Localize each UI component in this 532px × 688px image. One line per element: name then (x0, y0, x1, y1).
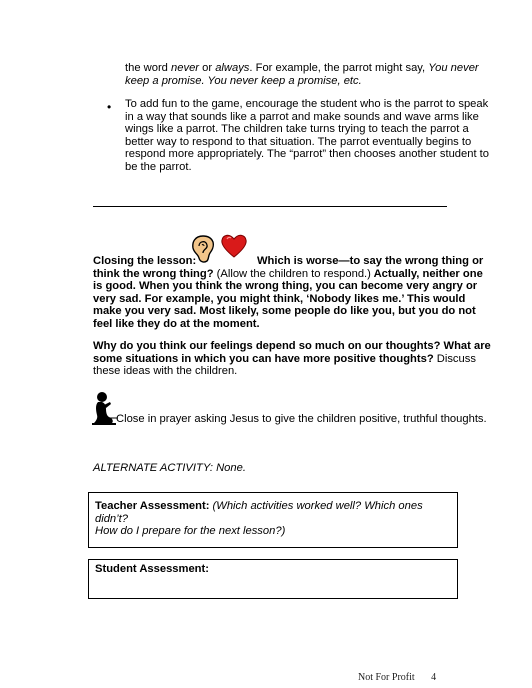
closing-label: Closing the lesson: (93, 255, 197, 267)
closing-line-2: think the wrong thing? (Allow the children to respond.) Actually, neither one (93, 267, 483, 280)
continuation-line-1: the word never or always. For example, the parrot might say, You never (125, 62, 479, 74)
bullet-line: in a way that sounds like a parrot and make sounds and wave arms like (125, 110, 479, 123)
closing-question: Which is worse—to say the wrong thing or (257, 255, 484, 267)
page-number: 4 (431, 672, 437, 683)
bullet-line: To add fun to the game, encourage the student who is the parrot to speak (125, 98, 489, 110)
bullet-line: wings like a parrot. The children take turns trying to teach the parrot a (125, 123, 469, 136)
alternate-activity: ALTERNATE ACTIVITY: None. (93, 462, 246, 474)
teacher-assessment-text (95, 500, 455, 538)
closing-line: is good. When you think the wrong thing, you can become very angry or (93, 280, 478, 293)
teacher-assessment-box[interactable] (88, 492, 458, 548)
teacher-assessment-line-2: How do I prepare for the next lesson?) (95, 525, 286, 538)
closing-line: feel like they do at the moment. (93, 317, 260, 330)
student-assessment-box[interactable] (88, 559, 458, 599)
discussion-line-1: Why do you think our feelings depend so much on our thoughts? What are (93, 340, 491, 352)
continuation-text (125, 62, 485, 87)
continuation-line-2: keep a promise. You never keep a promise, etc. (125, 74, 362, 87)
section-divider (93, 206, 447, 207)
page-footer (358, 672, 436, 685)
teacher-assessment-label: Teacher Assessment: (95, 500, 210, 512)
bullet-line: better way to respond to that situation. The parrot eventually begins to (125, 135, 472, 148)
student-assessment-label: Student Assessment: (95, 563, 209, 575)
bullet-line: respond more appropriately. The “parrot” then chooses another student to (125, 148, 490, 161)
bullet-line: be the parrot. (125, 160, 192, 173)
discussion-line-3: these ideas with the children. (93, 365, 238, 378)
prayer-text: Close in prayer asking Jesus to give the children positive, truthful thoughts. (116, 413, 487, 425)
discussion-line-2: some situations in which you can have more positive thoughts? Discuss (93, 352, 476, 365)
discussion-paragraph (93, 340, 503, 378)
praying-child-icon (92, 391, 118, 427)
closing-line-1 (93, 255, 503, 268)
bullet-marker: • (107, 100, 112, 114)
footer-text: Not For Profit (358, 672, 415, 683)
closing-line: very sad. For example, you might think, ‘Nobody likes me.’ This would (93, 292, 466, 305)
closing-paragraph (93, 255, 503, 331)
bullet-paragraph (125, 98, 495, 174)
teacher-assessment-line-1: Teacher Assessment: (Which activities worked well? Which ones didn’t? (95, 500, 423, 525)
closing-line: make you very sad. Most likely, some people do like you, but you do not (93, 305, 476, 318)
